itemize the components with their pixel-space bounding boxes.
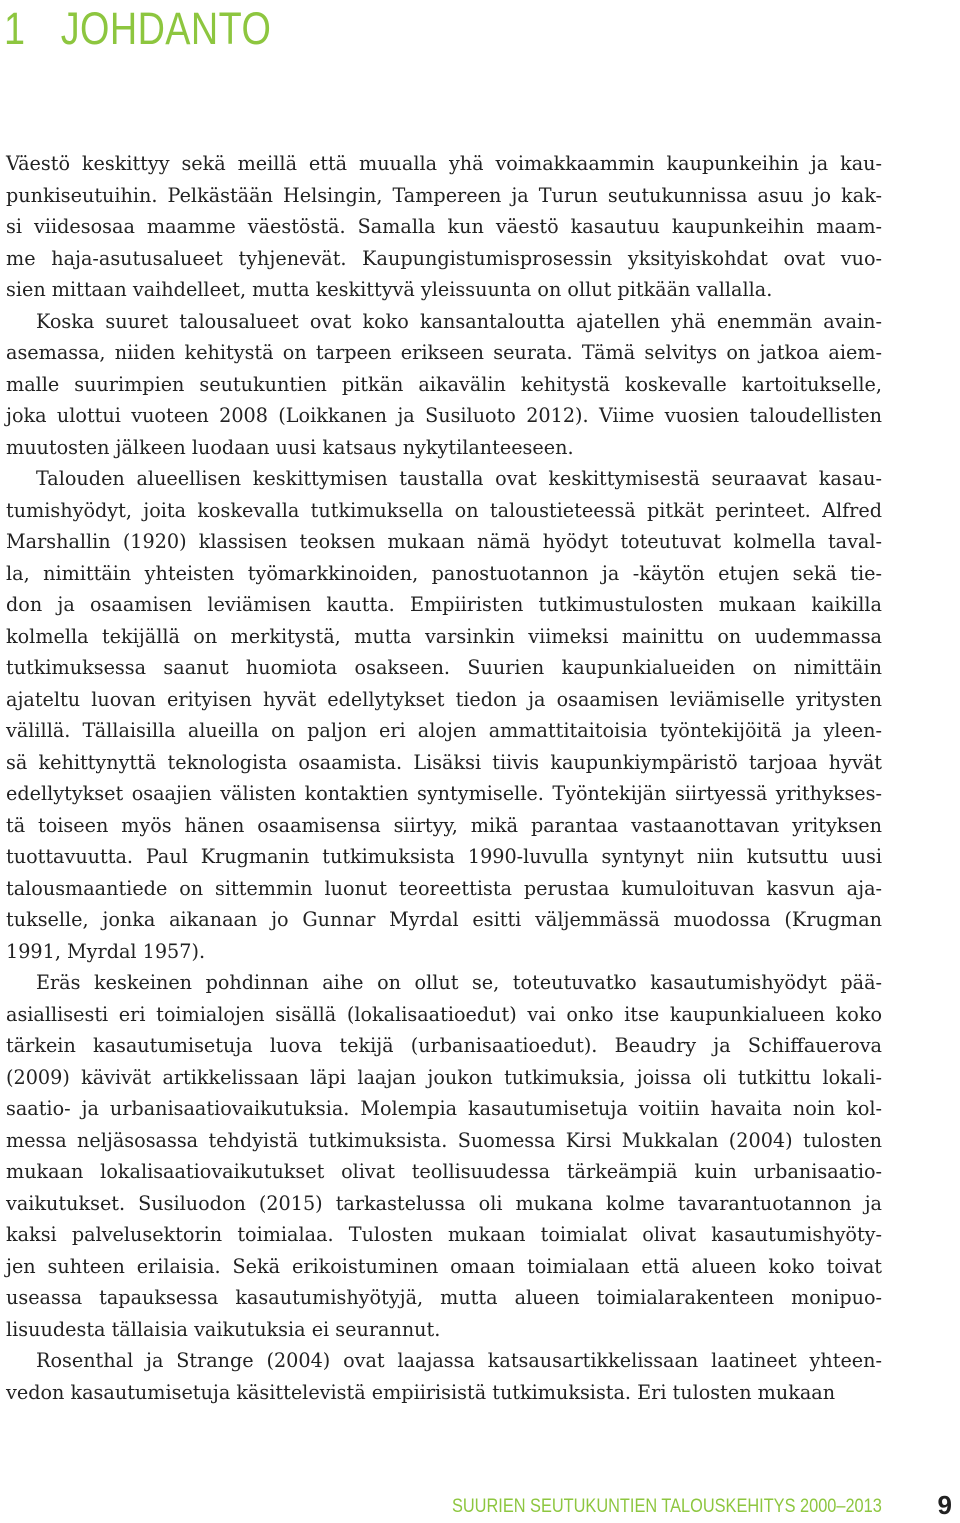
- text-line: muutosten jälkeen luodaan uusi katsaus nykytilanteeseen.: [6, 435, 574, 459]
- text-line: don ja osaamisen leviämisen kautta. Empiiristen tutkimustulosten mukaan kaikilla: [6, 593, 882, 616]
- text-line: tuottavuutta. Paul Krugmanin tutkimuksista 1990-luvulla syntynyt niin kutsuttu uusi: [6, 845, 882, 868]
- text-line: Rosenthal ja Strange (2004) ovat laajassa katsausartikkelissaan laatineet yhteen-: [36, 1349, 882, 1372]
- text-line: sien mittaan vaihdelleet, mutta keskittyvä yleissuunta on ollut pitkään vallalla.: [6, 278, 773, 301]
- text-line: messa neljäsosassa tehdyistä tutkimuksista. Suomessa Kirsi Mukkalan (2004) tulosten: [6, 1128, 882, 1152]
- text-line: Talouden alueellisen keskittymisen taustalla ovat keskittymisestä seuraavat kasau-: [36, 467, 882, 490]
- text-line: useassa tapauksessa kasautumishyötyjä, mutta alueen toimialarakenteen monipuo-: [6, 1286, 882, 1309]
- page-number: 9: [937, 1490, 952, 1520]
- text-line: kaksi palvelusektorin toimialaa. Tulosten mukaan toimialat olivat kasautumishyöty-: [6, 1223, 882, 1246]
- paragraph: [6, 1345, 882, 1408]
- text-line: jen suhteen erilaisia. Sekä erikoistuminen omaan toimialaan että alueen koko toivat: [6, 1254, 882, 1278]
- text-line: (2009) kävivät artikkelissaan läpi laajan joukon tutkimuksia, joissa oli tutkittu lokali-: [6, 1065, 882, 1089]
- paragraph: [6, 967, 882, 1345]
- text-line: Koska suuret talousalueet ovat koko kansantaloutta ajatellen yhä enemmän avain-: [36, 309, 882, 333]
- text-line: talousmaantiede on sittemmin luonut teoreettista perustaa kumuloituvan kasvun aja-: [6, 876, 882, 900]
- text-line: punkiseutuihin. Pelkästään Helsingin, Tampereen ja Turun seutukunnissa asuu jo kak-: [6, 183, 882, 207]
- text-line: malle suurimpien seutukuntien pitkän aikavälin kehitystä koskevalle kartoitukselle,: [6, 372, 882, 396]
- text-line: vaikutukset. Susiluodon (2015) tarkastelussa oli mukana kolme tavarantuotannon ja: [6, 1191, 882, 1215]
- text-line: edellytykset osaajien välisten kontaktien syntymiselle. Työntekijän siirtyessä yrithykses-: [6, 782, 882, 805]
- text-line: välillä. Tällaisilla alueilla on paljon eri alojen ammattitaitoisia työntekijöitä ja yleen-: [6, 719, 882, 742]
- running-footer-title: SUURIEN SEUTUKUNTIEN TALOUSKEHITYS 2000–2013: [452, 1496, 882, 1517]
- text-line: saatio- ja urbanisaatiovaikutuksia. Molempia kasautumisetuja voitiin havaita noin kol-: [6, 1097, 882, 1120]
- text-line: joka ulottui vuoteen 2008 (Loikkanen ja Susiluoto 2012). Viime vuosien taloudellisten: [6, 404, 882, 427]
- text-line: asemassa, niiden kehitystä on tarpeen erikseen seurata. Tämä selvitys on jatkoa aiem-: [6, 341, 882, 364]
- text-line: sä kehittynyttä teknologista osaamista. Lisäksi tiivis kaupunkiympäristö tarjoaa hyvät: [6, 750, 882, 774]
- text-line: tukselle, jonka aikanaan jo Gunnar Myrdal esitti väljemmässä muodossa (Krugman: [6, 908, 882, 931]
- text-line: Eräs keskeinen pohdinnan aihe on ollut se, toteutuvatko kasautumishyödyt pää-: [36, 971, 882, 994]
- text-line: tärkein kasautumisetuja luova tekijä (urbanisaatioedut). Beaudry ja Schiffauerova: [6, 1034, 882, 1057]
- chapter-heading: [4, 4, 271, 54]
- text-line: lisuudesta tällaisia vaikutuksia ei seurannut.: [6, 1317, 441, 1341]
- text-line: ajateltu luovan erityisen hyvät edellytykset tiedon ja osaamisen leviämiselle yritysten: [6, 687, 882, 711]
- paragraph: [6, 463, 882, 967]
- page-footer: [0, 1492, 960, 1522]
- text-line: mukaan lokalisaatiovaikutukset olivat teollisuudessa tärkeämpiä kuin urbanisaatio-: [6, 1160, 882, 1183]
- body-text: [6, 148, 882, 1408]
- text-line: kolmella tekijällä on merkitystä, mutta varsinkin viimeksi mainittu on uudemmassa: [6, 624, 882, 648]
- text-line: asiallisesti eri toimialojen sisällä (lokalisaatioedut) vai onko itse kaupunkialueen koko: [6, 1002, 882, 1026]
- text-line: 1991, Myrdal 1957).: [6, 939, 206, 963]
- text-line: vedon kasautumisetuja käsittelevistä empiirisistä tutkimuksista. Eri tulosten mukaan: [6, 1380, 836, 1404]
- text-line: si viidesosaa maamme väestöstä. Samalla kun väestö kasautuu kaupunkeihin maam-: [6, 215, 882, 238]
- text-line: tä toiseen myös hänen osaamisensa siirtyy, mikä parantaa vastaanottavan yrityksen: [6, 813, 882, 837]
- paragraph: [6, 148, 882, 306]
- text-line: tutkimuksessa saanut huomiota osakseen. Suurien kaupunkialueiden on nimittäin: [6, 656, 882, 679]
- chapter-title: JOHDANTO: [60, 3, 272, 54]
- text-line: me haja-asutusalueet tyhjenevät. Kaupungistumisprosessin yksityiskohdat ovat vuo-: [6, 246, 882, 270]
- chapter-number: 1: [4, 3, 26, 54]
- text-line: la, nimittäin yhteisten työmarkkinoiden, panostuotannon ja -käytön etujen sekä tie-: [6, 561, 882, 585]
- paragraph: [6, 306, 882, 464]
- text-line: Väestö keskittyy sekä meillä että muualla yhä voimakkaammin kaupunkeihin ja kau-: [6, 152, 882, 175]
- text-line: tumishyödyt, joita koskevalla tutkimuksella on taloustieteessä pitkät perinteet. Alfred: [6, 498, 882, 522]
- text-line: Marshallin (1920) klassisen teoksen mukaan nämä hyödyt toteutuvat kolmella taval-: [6, 530, 882, 553]
